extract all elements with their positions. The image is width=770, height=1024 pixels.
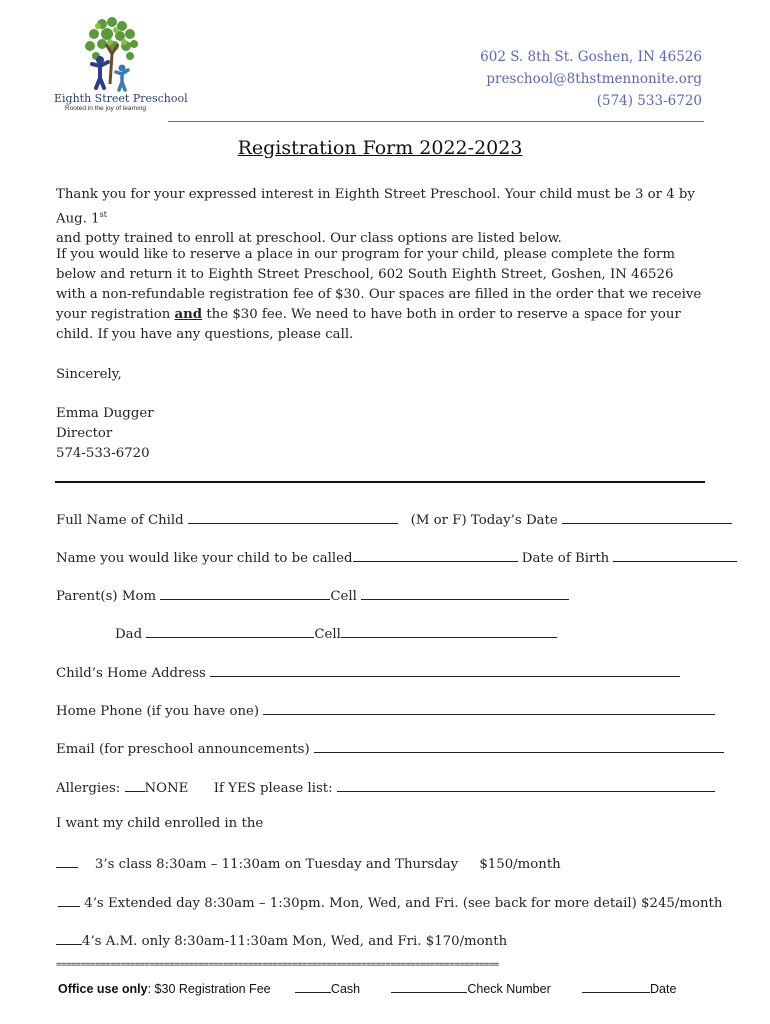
nickname-row [56,547,737,566]
address-row [56,662,680,681]
mom-row [56,585,569,604]
option-4s-am-row [56,930,507,949]
email-text: preschool@8thstmennonite.org [486,71,702,87]
office-fee-label: : $30 Registration Fee [147,982,271,996]
intro-p2-bold: and [174,307,203,322]
office-use-row [58,981,676,996]
full-name-field[interactable] [188,509,398,524]
home-address-label: Child’s Home Address [56,666,206,681]
option-3s-class-price: $150/month [479,857,561,872]
address-text: 602 S. 8th St. Goshen, IN 46526 [480,49,702,65]
option-4s-extended-row [58,892,722,911]
home-phone-row [56,700,715,719]
todays-date-field[interactable] [562,509,732,524]
option-3s-class-label: 3’s class 8:30am – 11:30am on Tuesday and Thursday [94,857,459,872]
intro-p1-a: Thank you for your expressed interest in Eighth Street Preschool. Your child must be 3 or 4 by Aug. 1 [56,187,695,227]
mom-cell-field[interactable] [361,585,569,600]
intro-paragraph-1 [56,185,706,249]
school-name: Eighth Street Preschool [54,92,188,105]
allergies-label: Allergies: [56,781,121,796]
header-divider [168,121,704,122]
dad-cell-field[interactable] [341,623,557,638]
mom-label: Parent(s) Mom [56,589,157,604]
none-label: NONE [144,781,189,796]
email-row [56,738,724,757]
option-4s-extended-checkbox[interactable] [58,892,80,907]
school-tagline: Rooted in the joy of learning [65,105,146,112]
full-name-label: Full Name of Child [56,513,184,528]
option-4s-extended-label: 4’s Extended day 8:30am – 1:30pm. Mon, Wed, and Fri. (see back for more detail) $245/month [84,896,723,911]
nickname-label: Name you would like your child to be called [56,551,353,566]
intro-p2-a: If you would like to reserve a place in our program for your child, please complete the form below and return it to Eighth Street Preschool, 602 South Eighth Street, Goshen, IN 46526 with a non-refundable registration fee of $30. Our spaces are filled in the order that we receive your registration [56,247,702,322]
option-3s-class-checkbox[interactable] [56,853,78,868]
intro-paragraph-2 [56,245,706,345]
dob-label: Date of Birth [521,551,610,566]
contact-block [480,46,702,112]
signer-title: Director [56,426,113,441]
intro-p2-b: the $30 fee. We need to have both in order to reserve a space for your child. If you have any questions, please call. [56,307,681,342]
office-separator: ========================================================================================== [56,960,499,970]
option-3s-class-row [56,853,561,872]
cash-field[interactable] [295,981,331,993]
page-title: Registration Form 2022-2023 [237,137,523,159]
option-4s-am-label: 4’s A.M. only 8:30am-11:30am Mon, Wed, and Fri. $170/month [82,934,508,949]
child-name-row [56,509,732,528]
office-date-label: Date [650,982,677,996]
dad-name-field[interactable] [146,623,314,638]
dob-field[interactable] [613,547,737,562]
mom-name-field[interactable] [160,585,330,600]
intro-p1-sup: st [99,210,107,219]
signer-name: Emma Dugger [56,406,154,421]
dad-label: Dad [115,627,143,642]
allergies-row [56,777,715,796]
dad-row [115,623,557,642]
signature-block [56,404,706,464]
none-checkbox-line[interactable] [125,777,145,792]
check-number-label: Check Number [467,982,551,996]
allergies-list-field[interactable] [337,777,715,792]
sex-date-label: (M or F) Today’s Date [410,513,558,528]
home-phone-field[interactable] [263,700,715,715]
enroll-heading: I want my child enrolled in the [56,816,264,831]
dad-cell-label: Cell [314,627,341,642]
phone-text: (574) 533-6720 [596,93,702,109]
check-number-field[interactable] [391,981,467,993]
signer-phone: 574-533-6720 [56,446,150,461]
intro-p1-b: and potty trained to enroll at preschool. Our class options are listed below. [56,231,562,247]
email-field[interactable] [314,738,724,753]
if-yes-label: If YES please list: [213,781,333,796]
office-date-field[interactable] [582,981,650,993]
office-use-label: Office use only [58,982,148,996]
nickname-field[interactable] [353,547,518,562]
home-address-field[interactable] [210,662,680,677]
closing-text: Sincerely, [56,367,122,382]
cash-label: Cash [330,982,361,996]
home-phone-label: Home Phone (if you have one) [56,704,260,719]
mom-cell-label: Cell [330,589,357,604]
email-label: Email (for preschool announcements) [56,742,310,757]
option-4s-am-checkbox[interactable] [56,930,82,945]
form-divider [55,481,705,483]
